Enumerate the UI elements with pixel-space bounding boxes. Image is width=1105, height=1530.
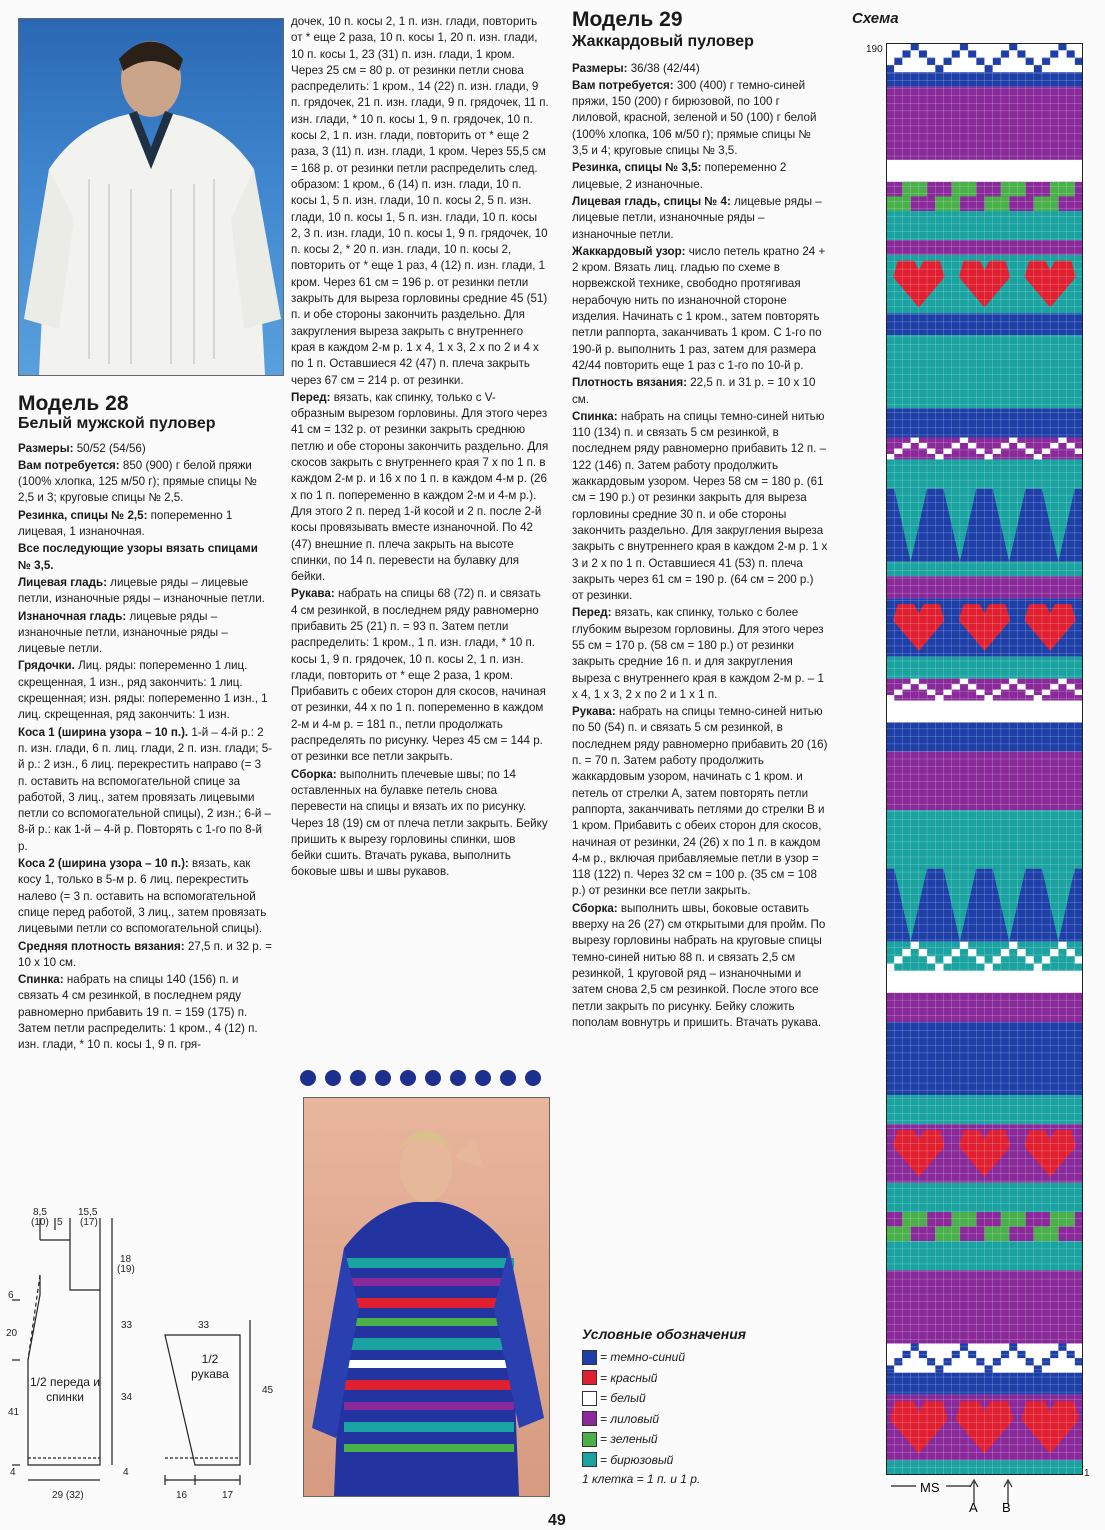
legend-label: = темно-синий bbox=[600, 1350, 686, 1365]
scheme-leaf-cell bbox=[1001, 182, 1026, 197]
dot-separator bbox=[300, 1070, 550, 1091]
instruction-heading: Грядочки. bbox=[18, 659, 75, 673]
jacquard-scheme-grid bbox=[886, 43, 1083, 1475]
scheme-zigzag-cell bbox=[927, 690, 935, 695]
page-number: 49 bbox=[548, 1512, 566, 1529]
legend-swatch bbox=[582, 1452, 597, 1467]
scheme-zigzag-cell bbox=[1001, 684, 1009, 689]
instruction-heading: Коса 1 (ширина узора – 10 п.). bbox=[18, 725, 189, 739]
dim-right-2: 33 bbox=[121, 1320, 133, 1331]
instruction-text: набрать на спицы темно-синей нитью 110 (134) п. и связать 5 см резинкой, в последнем ряду равномерно прибавить 12 п. – 122 (146) п. Затем работу продолжить жаккардовым узором. Через 58 см = 180 р. (61 см = 190 р.) от резинки закрыть для выреза горловины средние 30 п. и обе стороны закончить раздельно. Для закругления выреза закрыть с внутреннего края в каждом 2-м р. 1 x 3 и 2 x по 1 п. Оставшиеся 41 (53) п. плеча закрыть через 61 см = 190 р. (64 см = 200 р.) от резинки. bbox=[572, 409, 828, 603]
scheme-leaf-cell bbox=[952, 1212, 977, 1227]
dim-top-3: 15,5 bbox=[78, 1207, 98, 1218]
model28-subtitle: Белый мужской пуловер bbox=[18, 415, 216, 433]
scheme-zigzag-cell bbox=[985, 695, 993, 700]
legend-swatch bbox=[582, 1411, 597, 1426]
scheme-zigzag-cell bbox=[960, 679, 968, 684]
scheme-zigzag-cell bbox=[1050, 684, 1058, 689]
instruction-text: число петель кратно 24 + 2 кром. Вязать лиц. гладью по схеме в норвежской технике, свободно протягивая нерабочую нить по изнаночной стороне изделия. Начинать с 1 кром., затем повторять петли раппорта, заканчивать 1 кром. С 1-го по 190-й р. выполнить 1 раз, затем для размера 42/44 повторить еще 1 раз с 1-го по 10-й р. bbox=[572, 244, 826, 372]
scheme-zigzag-cell bbox=[960, 438, 968, 443]
scheme-zigzag-cell bbox=[993, 58, 1001, 65]
instruction-heading: Перед: bbox=[572, 606, 612, 620]
scheme-zigzag-cell bbox=[985, 65, 993, 72]
instruction-heading: Резинка, спицы № 3,5: bbox=[572, 161, 702, 175]
scheme-zigzag-cell bbox=[886, 65, 894, 72]
scheme-row-bottom: 1 bbox=[1084, 1468, 1090, 1479]
instruction-heading: Жаккардовый узор: bbox=[572, 244, 686, 258]
instruction-paragraph bbox=[572, 375, 828, 408]
dim-top-3b: (17) bbox=[80, 1217, 98, 1228]
scheme-zigzag-cell bbox=[1050, 50, 1058, 57]
instruction-text: набрать на спицы темно-синей нитью по 50 (54) п. и связать 5 см резинкой, в последнем ряду равномерно прибавить 20 (16) п. = 70 п. Затем работу продолжить жаккардовым узором, начинать с 1 кром. и петель от стрелки А, затем повторять петли раппорта, заканчивать петлями до стрелки В и 1 кром. Прибавить с обеих сторон для скосов, начиная от резинки, 24 (26) x по 1 п. в каждом 4-м р., включая прибавляемые петли в узор = 118 (122) п. Через 32 см = 100 р. (35 см = 108 р.) от резинки все петли закрыть. bbox=[572, 705, 828, 898]
scheme-zigzag-cell bbox=[1067, 50, 1075, 57]
instruction-paragraph bbox=[18, 609, 273, 658]
instruction-paragraph bbox=[18, 575, 273, 608]
instruction-text: лицевые ряды – лицевые петли, изнаночные ряды – изнаночные петли. bbox=[572, 194, 822, 241]
instruction-heading: Рукава: bbox=[291, 587, 335, 601]
instruction-text: вязать, как спинку, только с более глубоким вырезом горловины. Для этого через 55 см = 170 р. (58 см = 180 р.) от резинки закрыть средние 16 п. и для закругления выреза с внутреннего края в каждом 2-м р. – 1 x 4, 1 x 3, 2 x по 2 и 1 x 1 п. bbox=[572, 606, 824, 701]
instruction-paragraph bbox=[572, 901, 828, 1031]
instruction-text: 1-й – 4-й р.: 2 п. изн. глади, 6 п. лиц. глади, 2 п. изн. глади; 5-й р.: 2 изн., 6 лиц. перекрестить направо (= 3 п. оставить на вспомогательной спице за работой, 3 лиц., затем провязать лицевыми петли со вспомогательной спицы), 2 изн.; 6-й – 8-й р.: как 1-й – 4-й р. Повторять с 1-го по 8-й р. bbox=[18, 725, 273, 853]
scheme-zigzag-cell bbox=[960, 942, 968, 949]
scheme-leaf-cell bbox=[902, 1212, 927, 1227]
legend-label: = зеленый bbox=[600, 1432, 658, 1447]
scheme-leaf-cell bbox=[1001, 1212, 1026, 1227]
instruction-text: вязать, как спинку, только с V-образным вырезом горловины. Для этого через 41 см = 132 р. от резинки закрыть среднюю петлю и обе стороны закончить раздельно. Для скосов закрыть с внутреннего края 7 x по 1 п. в каждом 2-м р. и 16 x по 1 п. в каждом 4-м р. (26 x по 1 п. попеременно в каждом 2-м и 4-м р.). Для этого 2 п. перед 1-й косой и 2 п. после 2-й косы провязывать вместе изнаночной. По 42 (47) внешние п. плеча закрыть на высоте спинки, по 14 п. перевести на булавку для бейки. bbox=[291, 390, 549, 584]
ms-marker: MS bbox=[920, 1480, 940, 1495]
dim-sleeve-bottom-1: 16 bbox=[176, 1490, 188, 1501]
instruction-paragraph bbox=[572, 194, 828, 243]
half-front-back-label: 1/2 переда и спинки bbox=[30, 1375, 100, 1404]
scheme-zigzag-cell bbox=[911, 942, 919, 949]
instruction-text: дочек, 10 п. косы 2, 1 п. изн. глади, повторить от * еще 2 раза, 10 п. косы 1, 20 п. изн. глади, 10 п. косы 1, 23 (31) п. изн. глади, 1 кром. Через 25 см = 80 р. от резинки петли снова распределить: 1 кром., 14 (22) п. изн. глади, 9 п. грядочек, 21 п. изн. глади, 9 п. грядочек, 11 п. изн. глади, * 10 п. косы 1, 9 п. грядочек, 10 п. косы 2, 1 п. изн. глади, повторить от * еще 2 раза, 3 (11) п. изн. глади, 1 кром. Через 55,5 см = 168 р. от резинки петли распределить след. образом: 1 кром., 6 (14) п. изн. глади, 10 п. косы 1, 5 п. изн. глади, 10 п. косы 2, 5 п. изн. глади, 10 п. косы 1, 5 п. изн. глади, 10 п. косы 2, 3 п. изн. глади, 10 п. косы 1, 9 п. грядочек, 10 п. косы 2, * 20 п. изн. глади, 10 п. косы 2, повторить от * еще 1 раз, 4 (12) п. изн. глади, 1 кром. Через 61 см = 196 р. от резинки петли закрыть для выреза горловины средние 45 (51) п. и обе стороны закончить раздельно. Для закругления выреза закрыть с внутреннего края в каждом 2-м р. 1 x 4, 1 x 3, 2 x по 2 и 4 x по 1 п. Оставшиеся 42 (47) п. плеча закрыть через 67 см = 214 р. от резинки. bbox=[291, 15, 549, 387]
legend-item bbox=[582, 1429, 842, 1450]
model28-column-2 bbox=[291, 14, 549, 882]
instruction-heading: Спинка: bbox=[572, 409, 618, 423]
scheme-zigzag-cell bbox=[886, 454, 894, 459]
model28-column-1 bbox=[18, 392, 273, 1055]
scheme-zigzag-cell bbox=[1075, 58, 1083, 65]
legend-swatch bbox=[582, 1432, 597, 1447]
instruction-heading: Плотность вязания: bbox=[572, 376, 687, 390]
instruction-paragraph bbox=[572, 244, 828, 374]
scheme-zigzag-cell bbox=[1034, 695, 1042, 700]
instruction-text: 300 (400) г темно-синей пряжи, 150 (200) г бирюзовой, по 100 г лиловой, красной, зеленой и 50 (100) г белой (100% хлопка, 106 м/50 г); прямые спицы № 3,5 и 4; круговые спицы № 3,5. bbox=[572, 78, 817, 158]
scheme-leaf-cell bbox=[1050, 182, 1075, 197]
scheme-zigzag-cell bbox=[1042, 690, 1050, 695]
scheme-zigzag-cell bbox=[960, 43, 968, 50]
scheme-zigzag-cell bbox=[927, 58, 935, 65]
scheme-zigzag-cell bbox=[1058, 43, 1066, 50]
dim-top-1b: (10) bbox=[31, 1217, 49, 1228]
scheme-zigzag-cell bbox=[985, 1365, 993, 1372]
instruction-text: лицевые ряды – изнаночные петли, изнаночные ряды – лицевые петли. bbox=[18, 609, 228, 656]
scheme-zigzag-cell bbox=[993, 690, 1001, 695]
instruction-paragraph bbox=[18, 508, 273, 541]
scheme-leaf-cell bbox=[1050, 1212, 1075, 1227]
scheme-zigzag-cell bbox=[1009, 438, 1017, 443]
instruction-paragraph bbox=[572, 61, 828, 77]
scheme-zigzag-cell bbox=[1058, 438, 1066, 443]
instruction-text: Лиц. ряды: попеременно 1 лиц. скрещенная, 1 изн., ряд закончить: 1 лиц. скрещенная; изн. ряды: попеременно 1 изн., 1 лиц. скрещенная, ряд закончить: 1 изн. bbox=[18, 659, 268, 722]
woman-in-jacquard-sweater-image bbox=[304, 1098, 549, 1496]
instruction-text: выполнить швы, боковые оставить вверху на 26 (27) см открытыми для пройм. По вырезу горловины набрать на круговые спицы темно-синей нитью 88 п. и связать 2,5 см резинкой, 1 круговой ряд – изнаночными и затем снова 2,5 см резинкой. После этого все петли закрыть по рисунку. Бейку сложить пополам вовнутрь и пришить. Втачать рукава. bbox=[572, 901, 826, 1029]
half-sleeve-label: 1/2 рукава bbox=[191, 1352, 229, 1381]
scheme-zigzag-cell bbox=[943, 448, 951, 453]
scheme-zigzag-cell bbox=[1075, 690, 1083, 695]
scheme-leaf-cell bbox=[902, 182, 927, 197]
dim-sleeve-left: 4 bbox=[123, 1467, 129, 1478]
instruction-paragraph bbox=[572, 605, 828, 703]
scheme-zigzag-cell bbox=[1042, 58, 1050, 65]
legend-item bbox=[582, 1347, 842, 1368]
scheme-row-top: 190 bbox=[866, 44, 883, 55]
instruction-paragraph bbox=[572, 78, 828, 159]
scheme-zigzag-cell bbox=[935, 1365, 943, 1372]
instruction-text: 27,5 п. и 32 р. = 10 x 10 см. bbox=[18, 939, 272, 969]
scheme-zigzag-cell bbox=[1034, 454, 1042, 459]
scheme-zigzag-cell bbox=[919, 443, 927, 448]
instruction-heading: Резинка, спицы № 2,5: bbox=[18, 508, 148, 522]
instruction-text: выполнить плечевые швы; по 14 оставленных на булавке петель снова перевести на спицы и вязать их по рисунку. Через 18 (19) см от плеча петли закрыть. Бейку пришить к вырезу горловины спинки, шов бейки сшить. Втачать рукава, выполнить боковые швы и швы рукавов. bbox=[291, 767, 548, 879]
scheme-zigzag-cell bbox=[1050, 443, 1058, 448]
scheme-title: Схема bbox=[852, 10, 899, 27]
model28-photo bbox=[18, 18, 284, 376]
dim-left-1: 6 bbox=[8, 1290, 14, 1301]
instruction-heading: Размеры: bbox=[18, 441, 74, 455]
scheme-zigzag-cell bbox=[911, 43, 919, 50]
scheme-zigzag-cell bbox=[935, 695, 943, 700]
model28-title: Модель 28 bbox=[18, 392, 129, 415]
scheme-zigzag-cell bbox=[894, 690, 902, 695]
instruction-heading: Спинка: bbox=[18, 973, 64, 987]
instruction-paragraph bbox=[291, 586, 549, 765]
scheme-zigzag-cell bbox=[1067, 684, 1075, 689]
model28-instructions-a bbox=[18, 441, 273, 1054]
front-back-outline bbox=[28, 1240, 100, 1465]
model28-pattern-diagram bbox=[0, 1200, 290, 1510]
instruction-heading: Рукава: bbox=[572, 705, 616, 719]
instruction-heading: Все последующие узоры вязать спицами № 3,5. bbox=[18, 542, 258, 572]
dim-left-3: 41 bbox=[8, 1407, 20, 1418]
scheme-zigzag-cell bbox=[952, 50, 960, 57]
scheme-zigzag-cell bbox=[952, 443, 960, 448]
model29-subtitle: Жаккардовый пуловер bbox=[572, 33, 754, 51]
scheme-zigzag-cell bbox=[968, 443, 976, 448]
instruction-heading: Лицевая гладь: bbox=[18, 575, 107, 589]
scheme-zigzag-cell bbox=[1017, 50, 1025, 57]
instruction-heading: Коса 2 (ширина узора – 10 п.): bbox=[18, 857, 189, 871]
scheme-zigzag-cell bbox=[1042, 448, 1050, 453]
model29-photo bbox=[303, 1097, 550, 1497]
legend-item bbox=[582, 1368, 842, 1389]
legend-title: Условные обозначения bbox=[582, 1326, 747, 1342]
instruction-paragraph bbox=[291, 14, 549, 389]
scheme-leaf-cell bbox=[952, 182, 977, 197]
instruction-text: попеременно 2 лицевые, 2 изнаночные. bbox=[572, 161, 787, 191]
dim-sleeve-top: 33 bbox=[198, 1320, 210, 1331]
dim-left-2: 20 bbox=[6, 1328, 18, 1339]
instruction-text: 850 (900) г белой пряжи (100% хлопка, 125 м/50 г); прямые спицы № 2,5 и 3; круговые спицы № 2,5. bbox=[18, 458, 257, 505]
dim-right-3: 34 bbox=[121, 1392, 133, 1403]
scheme-zigzag-cell bbox=[1058, 942, 1066, 949]
instruction-paragraph bbox=[18, 972, 273, 1053]
scheme-zigzag-cell bbox=[919, 684, 927, 689]
instruction-heading: Сборка: bbox=[572, 901, 618, 915]
scheme-zigzag-cell bbox=[976, 58, 984, 65]
scheme-zigzag-cell bbox=[1001, 50, 1009, 57]
scheme-zigzag-cell bbox=[886, 1365, 894, 1372]
legend bbox=[582, 1326, 842, 1486]
scheme-zigzag-cell bbox=[1058, 1343, 1066, 1350]
dim-bottom-1: 29 (32) bbox=[52, 1490, 84, 1501]
legend-label: = лиловый bbox=[600, 1411, 659, 1426]
legend-swatch bbox=[582, 1370, 597, 1385]
scheme-zigzag-cell bbox=[919, 50, 927, 57]
instruction-paragraph bbox=[291, 390, 549, 586]
scheme-zigzag-cell bbox=[1009, 942, 1017, 949]
scheme-zigzag-cell bbox=[1058, 679, 1066, 684]
instruction-heading: Лицевая гладь, спицы № 4: bbox=[572, 194, 731, 208]
instruction-text: 22,5 п. и 31 р. = 10 x 10 см. bbox=[572, 376, 816, 406]
scheme-zigzag-cell bbox=[1075, 448, 1083, 453]
scheme-zigzag-cell bbox=[911, 679, 919, 684]
instruction-paragraph bbox=[18, 856, 273, 937]
scheme-zigzag-cell bbox=[1017, 443, 1025, 448]
scheme-markers bbox=[886, 1474, 1046, 1514]
legend-item bbox=[582, 1388, 842, 1409]
instruction-paragraph bbox=[572, 160, 828, 193]
instruction-heading: Средняя плотность вязания: bbox=[18, 939, 185, 953]
dim-top-1: 8,5 bbox=[33, 1207, 47, 1218]
scheme-zigzag-cell bbox=[911, 438, 919, 443]
instruction-heading: Перед: bbox=[291, 390, 331, 404]
scheme-zigzag-cell bbox=[993, 448, 1001, 453]
scheme-zigzag-cell bbox=[976, 448, 984, 453]
scheme-zigzag-cell bbox=[911, 1343, 919, 1350]
dim-top-2: 5 bbox=[57, 1217, 63, 1228]
dim-left-4: 4 bbox=[10, 1467, 16, 1478]
scheme-zigzag-cell bbox=[1009, 679, 1017, 684]
legend-items bbox=[582, 1347, 842, 1470]
scheme-zigzag-cell bbox=[985, 454, 993, 459]
model28-instructions-b bbox=[291, 14, 549, 881]
scheme-zigzag-cell bbox=[927, 448, 935, 453]
instruction-heading: Сборка: bbox=[291, 767, 337, 781]
dim-sleeve-right: 45 bbox=[262, 1385, 274, 1396]
scheme-zigzag-cell bbox=[902, 50, 910, 57]
scheme-zigzag-cell bbox=[886, 695, 894, 700]
legend-swatch bbox=[582, 1350, 597, 1365]
instruction-heading: Вам потребуется: bbox=[18, 458, 120, 472]
instruction-text: набрать на спицы 140 (156) п. и связать 4 см резинкой, в последнем ряду равномерно прибавить 19 п. = 159 (175) п. Затем петли распределить: 1 кром., 4 (12) п. изн. глади, * 10 п. косы 1, 9 п. гря- bbox=[18, 973, 258, 1052]
dim-right-1: 18 bbox=[120, 1254, 132, 1265]
instruction-paragraph bbox=[18, 939, 273, 972]
instruction-heading: Вам потребуется: bbox=[572, 78, 674, 92]
arrow-b-marker: B bbox=[1002, 1500, 1011, 1514]
legend-label: = бирюзовый bbox=[600, 1452, 674, 1467]
scheme-zigzag-cell bbox=[894, 58, 902, 65]
legend-item bbox=[582, 1409, 842, 1430]
legend-item bbox=[582, 1450, 842, 1471]
scheme-zigzag-cell bbox=[1026, 690, 1034, 695]
scheme-zigzag-cell bbox=[1026, 58, 1034, 65]
scheme-zigzag-cell bbox=[976, 690, 984, 695]
dim-right-1b: (19) bbox=[117, 1264, 135, 1275]
dim-sleeve-bottom-2: 17 bbox=[222, 1490, 234, 1501]
instruction-paragraph bbox=[18, 541, 273, 574]
model29-column bbox=[572, 8, 828, 1032]
scheme-zigzag-cell bbox=[943, 58, 951, 65]
instruction-paragraph bbox=[572, 409, 828, 605]
instruction-paragraph bbox=[18, 658, 273, 723]
scheme-zigzag-cell bbox=[1001, 443, 1009, 448]
scheme-zigzag-cell bbox=[952, 684, 960, 689]
scheme-zigzag-cell bbox=[1026, 448, 1034, 453]
legend-cell-note: 1 клетка = 1 п. и 1 р. bbox=[582, 1472, 701, 1486]
instruction-text: вязать, как косу 1, только в 5-м р. 6 лиц. перекрестить налево (= 3 п. оставить на вспомогательной спице перед работой, 3 лиц., затем провязать лицевыми петли со вспомогательной спицы). bbox=[18, 857, 267, 936]
instruction-text: 36/38 (42/44) bbox=[627, 61, 700, 75]
legend-label: = белый bbox=[600, 1391, 646, 1406]
scheme-zigzag-cell bbox=[1034, 65, 1042, 72]
scheme-zigzag-cell bbox=[943, 690, 951, 695]
scheme-zigzag-cell bbox=[1009, 43, 1017, 50]
instruction-paragraph bbox=[18, 458, 273, 507]
scheme-zigzag-cell bbox=[902, 443, 910, 448]
scheme-zigzag-cell bbox=[1009, 1343, 1017, 1350]
instruction-heading: Размеры: bbox=[572, 61, 628, 75]
instruction-paragraph bbox=[18, 725, 273, 855]
scheme-zigzag-cell bbox=[1067, 443, 1075, 448]
scheme-zigzag-cell bbox=[902, 684, 910, 689]
model29-instructions bbox=[572, 61, 828, 1032]
model29-title: Модель 29 bbox=[572, 8, 683, 31]
instruction-text: набрать на спицы 68 (72) п. и связать 4 см резинкой, в последнем ряду равномерно прибавить 25 (21) п. = 93 п. Затем петли распределить: 1 кром., 1 п. изн. глади, * 10 п. косы 1, 9 п. грядочек, 10 п. косы 2, 1 п. изн. глади, повторить от * еще 2 раза, 1 кром. Прибавить с обеих сторон для скосов, начиная от резинки, 44 x по 1 п. попеременно в каждом 2-м и 4-м р. = 181 п., петли продолжать распределять по рисунку. Через 45 см = 144 р. от резинки все петли закрыть. bbox=[291, 587, 546, 764]
legend-label: = красный bbox=[600, 1370, 658, 1385]
instruction-text: попеременно 1 лицевая, 1 изнаночная. bbox=[18, 508, 233, 539]
instruction-paragraph bbox=[18, 441, 273, 457]
instruction-heading: Изнаночная гладь: bbox=[18, 609, 127, 623]
scheme-zigzag-cell bbox=[935, 65, 943, 72]
scheme-zigzag-cell bbox=[1017, 684, 1025, 689]
scheme-zigzag-cell bbox=[894, 448, 902, 453]
scheme-zigzag-cell bbox=[935, 454, 943, 459]
instruction-paragraph bbox=[291, 767, 549, 881]
man-in-white-sweater-image bbox=[19, 19, 283, 375]
instruction-text: лицевые ряды – лицевые петли, изнаночные ряды – изнаночные петли. bbox=[18, 575, 265, 606]
scheme-zigzag-cell bbox=[1034, 1365, 1042, 1372]
scheme-zigzag-cell bbox=[960, 1343, 968, 1350]
legend-swatch bbox=[582, 1391, 597, 1406]
scheme-zigzag-cell bbox=[968, 684, 976, 689]
instruction-paragraph bbox=[572, 704, 828, 900]
arrow-a-marker: A bbox=[969, 1500, 978, 1514]
instruction-text: 50/52 (54/56) bbox=[73, 441, 146, 455]
scheme-zigzag-cell bbox=[968, 50, 976, 57]
